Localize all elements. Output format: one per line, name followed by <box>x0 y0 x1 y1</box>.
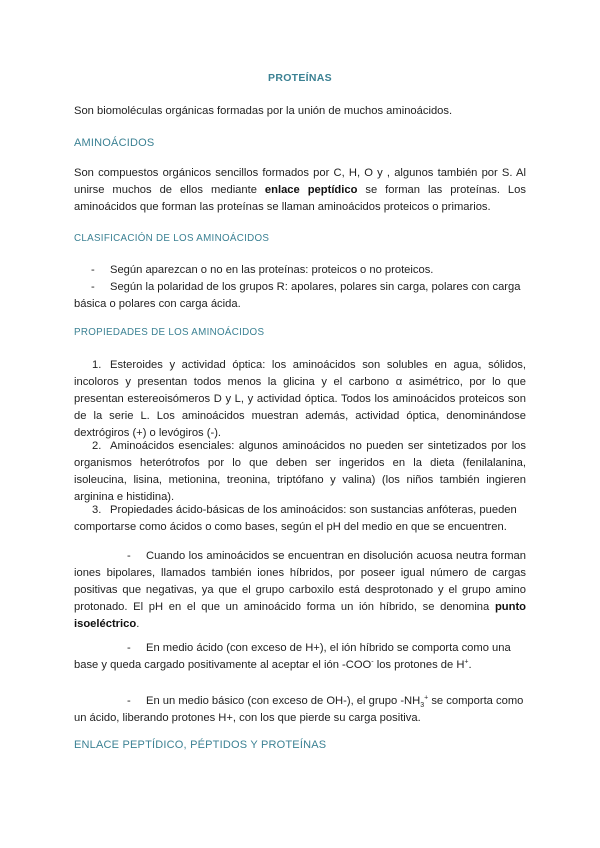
charge-plus: + <box>464 658 469 666</box>
sub-bullet-dash: - <box>127 695 131 707</box>
intro-paragraph: Son biomoléculas orgánicas formadas por la unión de muchos aminoácidos. <box>74 105 453 117</box>
subscript-3: 3 <box>420 702 425 710</box>
propiedad-2: Aminoácidos esenciales: algunos aminoácidos no pueden ser sintetizados por los organismos heterótrofos por lo que deben ser ingeridos en la dieta (fenilalanina, isoleucina, lisina, metionina, treonina, triptófano y valina) (los niños también ingieren arginina e histidina). <box>74 440 526 503</box>
sub-item-neutra-end: . <box>136 618 140 630</box>
aminoacidos-text-b: se forman las proteínas. Los aminoácidos que forman las proteínas se llaman aminoácidos proteicos o primarios. <box>74 184 526 213</box>
heading-enlace-peptidico: ENLACE PEPTÍDICO, PÉPTIDOS Y PROTEÍNAS <box>74 739 327 751</box>
page-title: PROTEÍNAS <box>268 72 332 84</box>
propiedad-1: Esteroides y actividad óptica: los aminoácidos son solubles en agua, sólidos, incoloros y presentan todos menos la glicina y el carbono α asimétrico, por lo que presentan estereoisómeros D y L, y actividad óptica. Todos los aminoácidos proteicos son de la serie L. Los aminoácidos muestran además, actividad óptica, denominándose dextrógiros (+) o levógiros (-). <box>74 359 526 439</box>
sub-item-acido-text: En medio ácido (con exceso de H+), el ión híbrido se comporta como una base y queda cargado positivamente al aceptar el ión -COO <box>74 642 511 671</box>
charge-minus: - <box>371 658 374 666</box>
charge-plus: + <box>424 694 429 702</box>
bullet-dash: - <box>91 264 95 276</box>
sub-item-acido-end: . <box>468 659 472 671</box>
sub-item-acido-text-b: los protones de H <box>373 659 465 671</box>
sub-item-basico-text-b: se comporta como un ácido, liberando protones H+, con los que pierde su carga positiva. <box>74 695 524 724</box>
enlace-peptidico-bold: enlace peptídico <box>264 184 358 196</box>
list-number-2: 2. <box>92 440 102 452</box>
punto-isoelectrico-bold: punto isoeléctrico <box>74 601 526 630</box>
propiedad-3: Propiedades ácido-básicas de los aminoácidos: son sustancias anfóteras, pueden comportarse como ácidos o como bases, según el pH del medio en que se encuentren. <box>74 504 517 533</box>
heading-aminoacidos: AMINOÁCIDOS <box>74 137 155 149</box>
sub-item-basico-text: En un medio básico (con exceso de OH-), el grupo -NH <box>146 695 421 707</box>
heading-propiedades: PROPIEDADES DE LOS AMINOÁCIDOS <box>74 327 265 338</box>
heading-clasificacion: CLASIFICACIÓN DE LOS AMINOÁCIDOS <box>74 233 270 244</box>
list-number-3: 3. <box>92 504 102 516</box>
sub-bullet-dash: - <box>127 642 131 654</box>
sub-item-basico <box>74 693 526 727</box>
list-number-1: 1. <box>92 359 102 371</box>
aminoacidos-paragraph <box>74 165 526 216</box>
sub-item-neutra <box>74 548 526 633</box>
bullet-dash: - <box>91 281 95 293</box>
sub-item-neutra-text: Cuando los aminoácidos se encuentran en disolución acuosa neutra forman iones bipolares, llamados también iones híbridos, por poseer igual número de cargas positivas que negativas, ya que el grupo carboxilo está desprotonado y el grupo amino protonado. El pH en el que un aminoácido forma un ión híbrido, se denomina <box>74 550 526 613</box>
aminoacidos-text-a: Son compuestos orgánicos sencillos formados por C, H, O y , algunos también por S. Al unirse muchos de ellos mediante <box>74 167 526 196</box>
sub-item-acido <box>74 640 526 674</box>
clasificacion-item-1: Según aparezcan o no en las proteínas: proteicos o no proteicos. <box>110 264 434 276</box>
clasificacion-item-2: Según la polaridad de los grupos R: apolares, polares sin carga, polares con carga básica o polares con carga ácida. <box>74 281 521 310</box>
sub-bullet-dash: - <box>127 550 131 562</box>
